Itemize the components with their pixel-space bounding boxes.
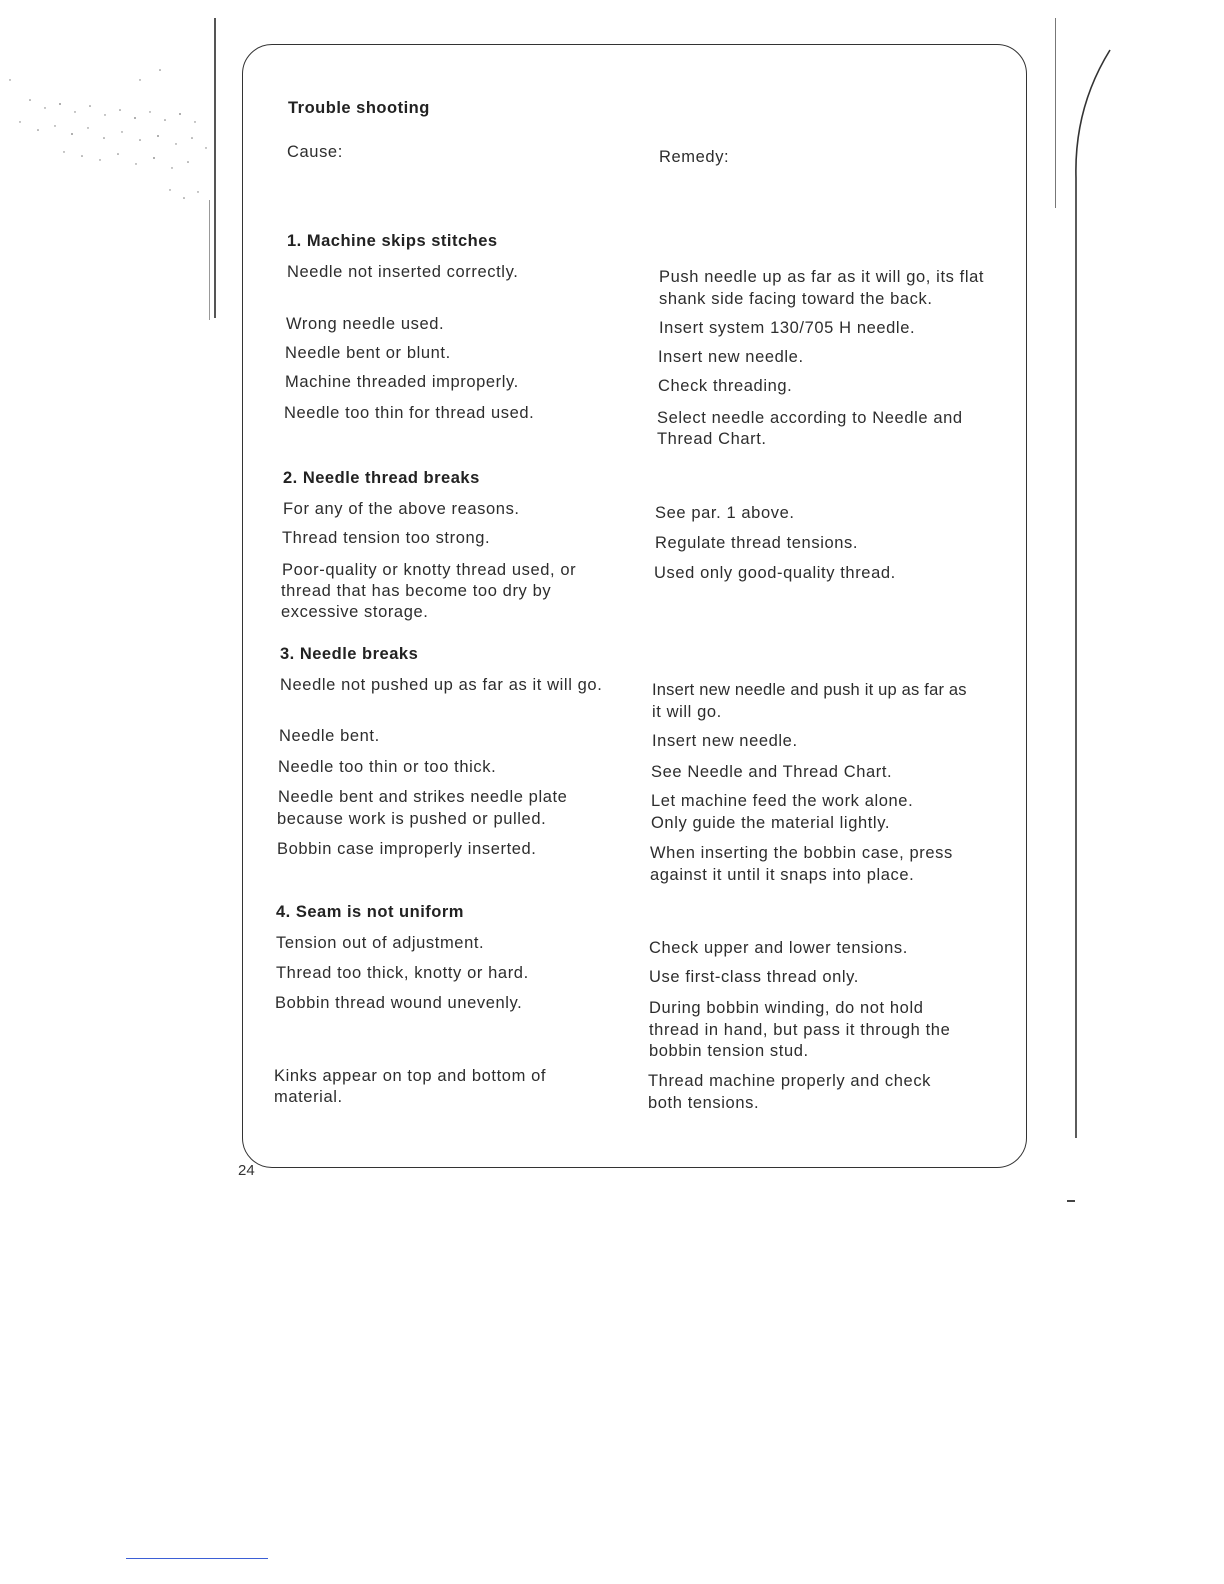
remedy-text: Used only good-quality thread. xyxy=(654,564,896,582)
remedy-text: When inserting the bobbin case, press xyxy=(650,844,953,862)
cause-text: Needle bent. xyxy=(279,727,380,745)
cause-text: because work is pushed or pulled. xyxy=(277,810,547,828)
cause-text: Tension out of adjustment. xyxy=(276,934,485,952)
remedy-text: shank side facing toward the back. xyxy=(659,290,933,308)
cause-text: excessive storage. xyxy=(281,603,429,621)
remedy-text: Insert new needle. xyxy=(652,732,798,750)
scan-mark xyxy=(1067,1200,1075,1202)
remedy-text: thread in hand, but pass it through the xyxy=(649,1021,951,1039)
cause-text: Wrong needle used. xyxy=(286,315,445,333)
remedy-text: During bobbin winding, do not hold xyxy=(649,999,924,1017)
section-heading: 1. Machine skips stitches xyxy=(287,232,498,250)
cause-text: Machine threaded improperly. xyxy=(285,373,519,391)
right-page-edge xyxy=(1070,48,1130,1148)
remedy-text: See par. 1 above. xyxy=(655,504,795,522)
remedy-text: against it until it snaps into place. xyxy=(650,866,915,884)
cause-text: Bobbin case improperly inserted. xyxy=(277,840,537,858)
remedy-text: Let machine feed the work alone. xyxy=(651,792,914,810)
remedy-text: Insert new needle. xyxy=(658,348,804,366)
cause-text: Thread tension too strong. xyxy=(282,529,491,547)
page-title: Trouble shooting xyxy=(288,99,430,117)
cause-text: Needle too thin for thread used. xyxy=(284,404,535,422)
cause-text: Kinks appear on top and bottom of xyxy=(274,1067,547,1085)
cause-text: Bobbin thread wound unevenly. xyxy=(275,994,523,1012)
section-heading: 2. Needle thread breaks xyxy=(283,469,480,487)
remedy-header: Remedy: xyxy=(659,148,730,166)
remedy-text: Select needle according to Needle and xyxy=(657,409,963,427)
right-edge-mark xyxy=(1055,18,1056,208)
remedy-text: Check threading. xyxy=(658,377,793,395)
remedy-text: Regulate thread tensions. xyxy=(655,534,859,552)
remedy-text: Use first-class thread only. xyxy=(649,968,859,986)
cause-text: For any of the above reasons. xyxy=(283,500,520,518)
page-number: 24 xyxy=(238,1162,255,1179)
cause-text: Poor-quality or knotty thread used, or xyxy=(282,561,577,579)
remedy-text: it will go. xyxy=(652,703,722,721)
footer-rule xyxy=(126,1558,268,1559)
remedy-text: Insert system 130/705 H needle. xyxy=(659,319,916,337)
cause-text: Needle bent or blunt. xyxy=(285,344,451,362)
binding-edge xyxy=(209,200,210,320)
remedy-text: Insert new needle and push it up as far as xyxy=(652,681,967,699)
remedy-text: both tensions. xyxy=(648,1094,760,1112)
cause-text: Thread too thick, knotty or hard. xyxy=(276,964,529,982)
cause-text: Needle too thin or too thick. xyxy=(278,758,497,776)
remedy-text: See Needle and Thread Chart. xyxy=(651,763,893,781)
remedy-text: Thread Chart. xyxy=(657,430,767,448)
cause-header: Cause: xyxy=(287,143,343,161)
binding-edge xyxy=(214,18,216,318)
scan-speckle xyxy=(0,60,220,220)
section-heading: 4. Seam is not uniform xyxy=(276,903,464,921)
remedy-text: bobbin tension stud. xyxy=(649,1042,809,1060)
section-heading: 3. Needle breaks xyxy=(280,645,419,663)
remedy-text: Only guide the material lightly. xyxy=(651,814,891,832)
cause-text: Needle not inserted correctly. xyxy=(287,263,519,281)
cause-text: Needle not pushed up as far as it will go. xyxy=(280,676,603,694)
remedy-text: Thread machine properly and check xyxy=(648,1072,932,1090)
cause-text: thread that has become too dry by xyxy=(281,582,552,600)
remedy-text: Push needle up as far as it will go, its flat xyxy=(659,268,985,286)
cause-text: material. xyxy=(274,1088,343,1106)
cause-text: Needle bent and strikes needle plate xyxy=(278,788,568,806)
remedy-text: Check upper and lower tensions. xyxy=(649,939,908,957)
